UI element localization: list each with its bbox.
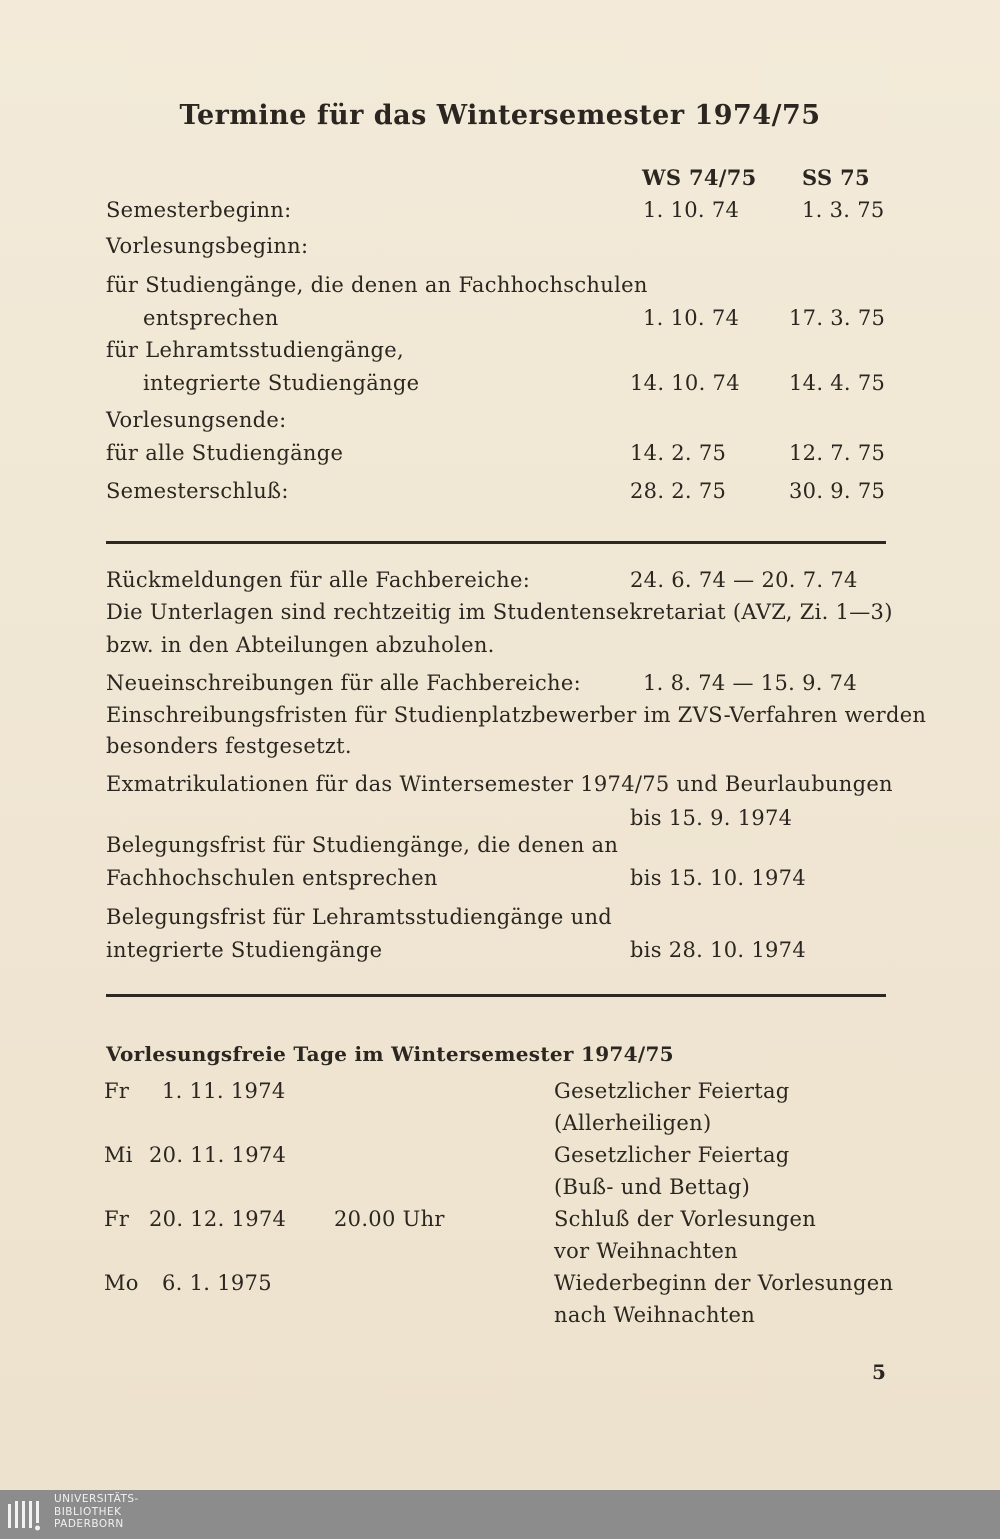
semesterbeginn-label: Semesterbeginn: (106, 198, 292, 222)
vorlesungsbeginn-label: Vorlesungsbeginn: (106, 234, 309, 258)
rueck-value: 24. 6. 74 — 20. 7. 74 (630, 568, 858, 592)
free-day-1-desc1: Gesetzlicher Feiertag (554, 1143, 790, 1167)
fh-ws: 1. 10. 74 (643, 306, 740, 330)
semesterbeginn-ws: 1. 10. 74 (643, 198, 740, 222)
free-day-0-desc1: Gesetzlicher Feiertag (554, 1079, 790, 1103)
unterlagen-line1: Die Unterlagen sind rechtzeitig im Studentensekretariat (AVZ, Zi. 1—3) (106, 600, 893, 624)
free-day-0-date: 1. 11. 1974 (162, 1079, 286, 1103)
free-day-1-date: 20. 11. 1974 (149, 1143, 287, 1167)
fh-line1: für Studiengänge, die denen an Fachhochschulen (106, 273, 648, 297)
zvs-line2: besonders festgesetzt. (106, 734, 352, 758)
ex-line: Exmatrikulationen für das Wintersemester 1974/75 und Beurlaubungen (106, 772, 893, 796)
alle-label: für alle Studiengänge (106, 441, 344, 465)
la-line1: für Lehramtsstudiengänge, (106, 338, 404, 362)
unterlagen-line2: bzw. in den Abteilungen abzuholen. (106, 633, 495, 657)
free-day-2-day: Fr (104, 1207, 130, 1231)
free-day-2-date: 20. 12. 1974 (149, 1207, 287, 1231)
schluss-ws: 28. 2. 75 (630, 479, 727, 503)
footer-line-3: PADERBORN (54, 1518, 124, 1530)
free-day-0-desc2: (Allerheiligen) (554, 1111, 712, 1135)
bel1-line2: Fachhochschulen entsprechen (106, 866, 438, 890)
la-ss: 14. 4. 75 (789, 371, 886, 395)
free-day-1-day: Mi (104, 1143, 133, 1167)
bel2-line2: integrierte Studiengänge (106, 938, 383, 962)
free-day-0-day: Fr (104, 1079, 130, 1103)
divider-1 (106, 541, 886, 544)
free-day-1-desc2: (Buß- und Bettag) (554, 1175, 751, 1199)
schluss-label: Semesterschluß: (106, 479, 289, 503)
alle-ws: 14. 2. 75 (630, 441, 727, 465)
semesterbeginn-ss: 1. 3. 75 (802, 198, 885, 222)
footer-line-1: UNIVERSITÄTS- (54, 1493, 139, 1505)
neu-value: 1. 8. 74 — 15. 9. 74 (643, 671, 858, 695)
zvs-line1: Einschreibungsfristen für Studienplatzbewerber im ZVS-Verfahren werden (106, 703, 927, 727)
fh-line2: entsprechen (143, 306, 279, 330)
footer-line-2: BIBLIOTHEK (54, 1505, 122, 1518)
free-days-heading: Vorlesungsfreie Tage im Wintersemester 1974/75 (106, 1042, 674, 1066)
bel1-line1: Belegungsfrist für Studiengänge, die denen an (106, 833, 619, 857)
alle-ss: 12. 7. 75 (789, 441, 886, 465)
la-ws: 14. 10. 74 (630, 371, 740, 395)
free-day-3-date: 6. 1. 1975 (162, 1271, 272, 1295)
free-day-3-desc1: Wiederbeginn der Vorlesungen (554, 1271, 894, 1295)
library-logo-icon (6, 1498, 48, 1532)
page-title: Termine für das Wintersemester 1974/75 (179, 100, 821, 131)
column-header-ws: WS 74/75 (642, 165, 757, 190)
free-day-3-day: Mo (104, 1271, 139, 1295)
fh-ss: 17. 3. 75 (789, 306, 886, 330)
vorlesungsende-label: Vorlesungsende: (106, 408, 287, 432)
free-day-3-desc2: nach Weihnachten (554, 1303, 756, 1327)
column-header-ss: SS 75 (802, 165, 870, 190)
page-number: 5 (872, 1360, 887, 1384)
bel1-value: bis 15. 10. 1974 (630, 866, 806, 890)
bel2-value: bis 28. 10. 1974 (630, 938, 806, 962)
divider-2 (106, 994, 886, 997)
la-line2: integrierte Studiengänge (143, 371, 420, 395)
library-footer-bar (0, 1490, 1000, 1539)
rueck-label: Rückmeldungen für alle Fachbereiche: (106, 568, 531, 592)
schluss-ss: 30. 9. 75 (789, 479, 886, 503)
free-day-2-desc2: vor Weihnachten (554, 1239, 738, 1263)
library-logo-text (54, 1493, 139, 1531)
free-day-2-desc1: Schluß der Vorlesungen (554, 1207, 817, 1231)
ex-value: bis 15. 9. 1974 (630, 806, 793, 830)
neu-label: Neueinschreibungen für alle Fachbereiche: (106, 671, 581, 695)
free-day-2-time: 20.00 Uhr (334, 1207, 445, 1231)
bel2-line1: Belegungsfrist für Lehramtsstudiengänge und (106, 905, 613, 929)
